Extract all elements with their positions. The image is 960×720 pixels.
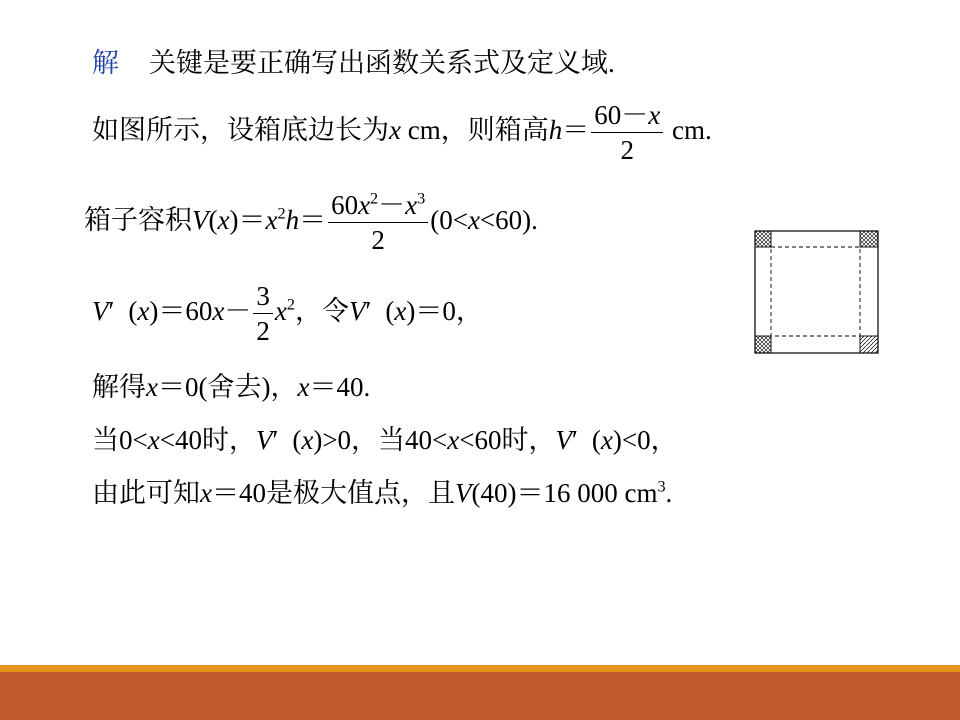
line5-x3: x xyxy=(447,425,460,455)
line2-num-a: 60 xyxy=(331,190,359,220)
footer-bar xyxy=(0,672,960,720)
line6-d: . xyxy=(665,478,673,508)
line4-x: x xyxy=(146,372,158,402)
line1-eq: ＝ xyxy=(562,115,590,146)
line6-v: V xyxy=(454,478,472,508)
line3-mid: ，令 xyxy=(294,296,349,327)
line2-eq: ＝ xyxy=(299,205,327,236)
line5-a: 当0< xyxy=(92,425,148,455)
line1-unit: cm，则箱高 xyxy=(400,115,549,146)
line5-b: <40时， xyxy=(159,425,256,455)
solution-heading xyxy=(92,50,615,77)
line3-frac-den: 2 xyxy=(256,316,270,346)
line2-num-minus: － xyxy=(378,190,406,220)
line3-open: ( xyxy=(128,296,138,327)
line3-x: x xyxy=(137,296,150,327)
box-net-diagram-icon xyxy=(754,230,880,356)
line5-v: V xyxy=(255,425,273,455)
solution-intro: 关键是要正确写出函数关系式及定义域. xyxy=(149,48,615,78)
line2-sq: 2 xyxy=(277,204,286,223)
line1-num-x: x xyxy=(648,100,661,130)
line6-c: (40)＝16 000 cm xyxy=(471,478,658,508)
line6-b: ＝40是极大值点，且 xyxy=(211,478,455,508)
footer-accent-bar xyxy=(0,665,960,672)
line2-num-sq: 2 xyxy=(370,189,379,208)
line3-prime2: ′ xyxy=(365,296,372,327)
monotonicity-line xyxy=(92,427,678,454)
line5-x4: x xyxy=(600,425,613,455)
line2-v: V xyxy=(192,205,209,236)
line4-x2: x xyxy=(297,372,310,402)
height-formula-line xyxy=(92,102,712,164)
diagram-corner-bottom-right xyxy=(860,336,878,353)
line3-sq: 2 xyxy=(286,295,295,314)
line1-post: cm. xyxy=(665,115,712,146)
line5-v2: V xyxy=(555,425,573,455)
volume-fraction xyxy=(328,189,428,255)
line3-v2: V xyxy=(348,296,366,327)
line5-x: x xyxy=(147,425,160,455)
line3-x3: x xyxy=(274,296,287,327)
line5-d: )>0，当40< xyxy=(313,425,448,455)
line6-x: x xyxy=(200,478,212,508)
line1-text: 如图所示，设箱底边长为 xyxy=(92,115,389,146)
line4-end: ＝40. xyxy=(309,372,371,402)
line5-f: ( xyxy=(591,425,601,455)
line4-pre: 解得 xyxy=(92,372,146,402)
line3-minus: － xyxy=(224,296,252,327)
line1-num: 60－ xyxy=(594,100,649,130)
line6-a: 由此可知 xyxy=(92,478,200,508)
line2-den: 2 xyxy=(371,225,385,255)
diagram-outer-square xyxy=(755,231,878,353)
diagram-corner-bottom-left xyxy=(755,336,771,353)
line2-num-cube: 3 xyxy=(417,189,426,208)
line3-prime: ′ xyxy=(108,296,115,327)
line3-x2: x xyxy=(212,296,225,327)
conclusion-line xyxy=(92,477,673,508)
line4-mid: ＝0(舍去)， xyxy=(157,372,298,402)
line2-domain-end: <60). xyxy=(479,205,538,236)
line5-e: <60时， xyxy=(459,425,556,455)
solve-line xyxy=(92,374,370,401)
line5-g: )<0， xyxy=(612,425,678,455)
line2-num-x: x xyxy=(358,190,371,220)
line5-prime: ′ xyxy=(272,425,279,455)
diagram-corner-top-left xyxy=(755,231,771,247)
line2-h: h xyxy=(285,205,300,236)
derivative-line xyxy=(92,283,483,345)
line3-close: )＝60 xyxy=(149,296,213,327)
line5-x2: x xyxy=(301,425,314,455)
line3-open2: ( xyxy=(385,296,395,327)
line1-h: h xyxy=(548,115,563,146)
height-fraction xyxy=(591,102,663,164)
line3-frac-num: 3 xyxy=(253,283,273,314)
line2-num-x2: x xyxy=(405,190,418,220)
solution-label: 解 xyxy=(92,48,119,78)
line2-close: )＝ xyxy=(229,205,266,236)
line1-den: 2 xyxy=(620,135,634,165)
line2-domain-x: x xyxy=(467,205,480,236)
line2-x2: x xyxy=(265,205,278,236)
line2-x: x xyxy=(217,205,230,236)
line1-var: x xyxy=(389,115,401,146)
derivative-fraction xyxy=(253,283,273,345)
line3-close2: )＝0， xyxy=(406,296,483,327)
line3-v: V xyxy=(92,296,109,327)
line6-cube: 3 xyxy=(657,477,666,496)
line2-text: 箱子容积 xyxy=(84,205,192,236)
line2-domain: (0< xyxy=(430,205,468,236)
volume-formula-line xyxy=(84,189,538,255)
line5-c: ( xyxy=(292,425,302,455)
diagram-corner-top-right xyxy=(860,231,878,247)
line5-prime2: ′ xyxy=(572,425,578,455)
line2-paren: ( xyxy=(208,205,218,236)
line3-x4: x xyxy=(394,296,407,327)
